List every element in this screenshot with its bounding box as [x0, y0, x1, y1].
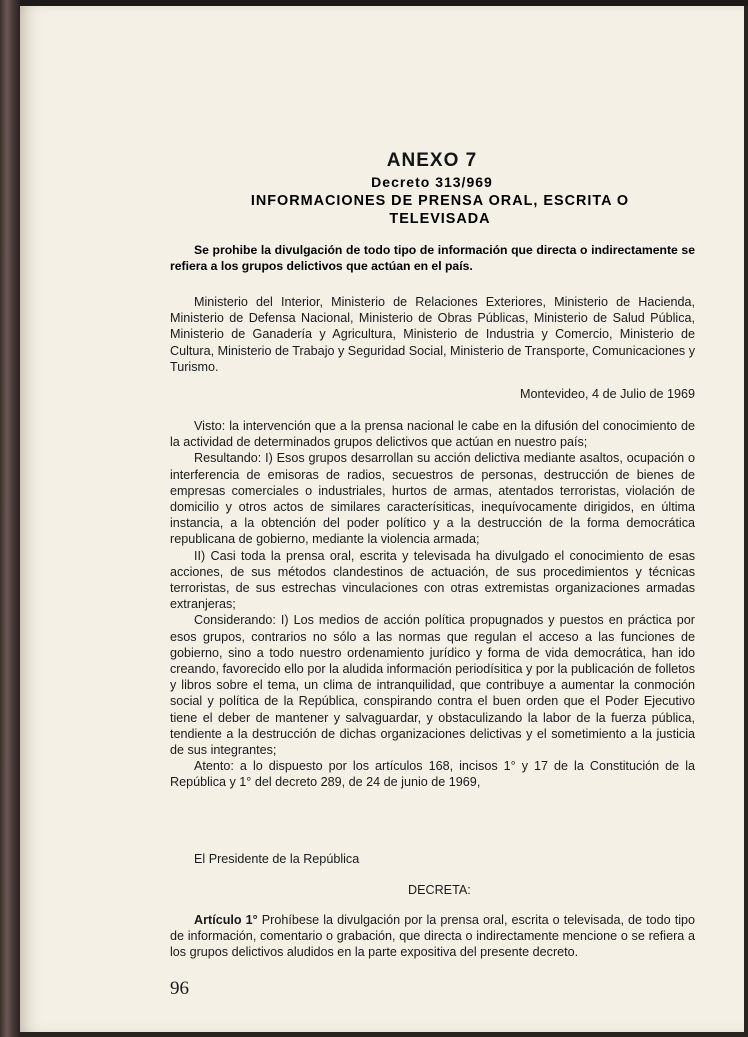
article-text: Prohíbese la divulgación por la prensa oral, escrita o televisada, de todo tipo de información, comentario o grabación, que directa o indirectamente mencione o se refiera a los grupos delictivos aludidos en la parte expositiva del presente decreto. [170, 913, 695, 960]
book-page [20, 6, 744, 1032]
page-number: 96 [170, 978, 189, 999]
annex-heading: ANEXO 7 [386, 150, 478, 171]
decree-body [170, 418, 695, 791]
president-line: El Presidente de la República [194, 852, 360, 866]
decree-summary: Se prohibe la divulgación de todo tipo de información que directa o indirectamente se refiera a los grupos delictivos que actúan en el país. [170, 243, 695, 273]
resultando-ii-paragraph: II) Casi toda la prensa oral, escrita y televisada ha divulgado el conocimiento de esas acciones, de sus métodos clandestinos de actuación, de sus procedimientos y técnicas terroristas, de sus estrechas vinculaciones con otras extremistas organizaciones armadas extranjeras; [170, 548, 695, 612]
resultando-paragraph: Resultando: I) Esos grupos desarrollan su acción delictiva mediante asaltos, ocupación o interferencia de emisoras de radios, secuestros de personas, destrucción de bienes de empresas comerciales o industriales, hurtos de armas, atentados terroristas, violación de domicilio y otros actos de similares caracterísiticas, inequívocamente dirigidos, en última instancia, a la obtención del poder político y a la destrucción de la forma democrática republicana de gobierno, mediante la violencia armada; [170, 451, 695, 547]
visto-paragraph: Visto: la intervención que a la prensa nacional le cabe en la difusión del conocimiento de la actividad de determinados grupos delictivos que actúan en nuestro país; [170, 419, 695, 450]
book-spine [0, 0, 20, 1037]
ministries-paragraph: Ministerio del Interior, Ministerio de Relaciones Exteriores, Ministerio de Hacienda, Ministerio de Defensa Nacional, Ministerio de Obras Públicas, Ministerio de Salud Pública, Ministerio de Ganadería y Agricultura, Ministerio de Industria y Comercio, Ministerio de Cultura, Ministerio de Trabajo y Seguridad Social, Ministerio de Transporte, Comunicaciones y Turismo. [170, 295, 695, 374]
dateline: Montevideo, 4 de Julio de 1969 [519, 387, 695, 401]
article-1 [170, 912, 695, 961]
decree-number: Decreto 313/969 [371, 174, 493, 190]
decree-title: INFORMACIONES DE PRENSA ORAL, ESCRITA O TELEVISADA [250, 193, 630, 227]
decreta-heading: DECRETA: [408, 883, 471, 897]
article-label: Artículo 1° [194, 913, 258, 927]
atento-paragraph: Atento: a lo dispuesto por los artículos 168, incisos 1° y 17 de la Constitución de la República y 1° del decreto 289, de 24 de junio de 1969, [170, 759, 695, 790]
considerando-paragraph: Considerando: I) Los medios de acción política propugnados y puestos en práctica por esos grupos, contrarios no sólo a las normas que regulan el acceso a las funciones de gobierno, sino a todo nuestro ordenamiento jurídico y forma de vida democrática, han ido creando, favorecido ello por la aludida información periodísitica y por la publicación de folletos y libros sobre el tema, un clima de intranquilidad, que contribuye a aumentar la conmoción social y política de la República, conspirando contra el buen orden que el Poder Ejecutivo tiene el deber de mantener y salvaguardar, y obstaculizando la labor de la fuerza pública, tendiente a la destrucción de dichas organizaciones delictivas y el sometimiento a la justicia de sus integrantes; [170, 613, 695, 758]
